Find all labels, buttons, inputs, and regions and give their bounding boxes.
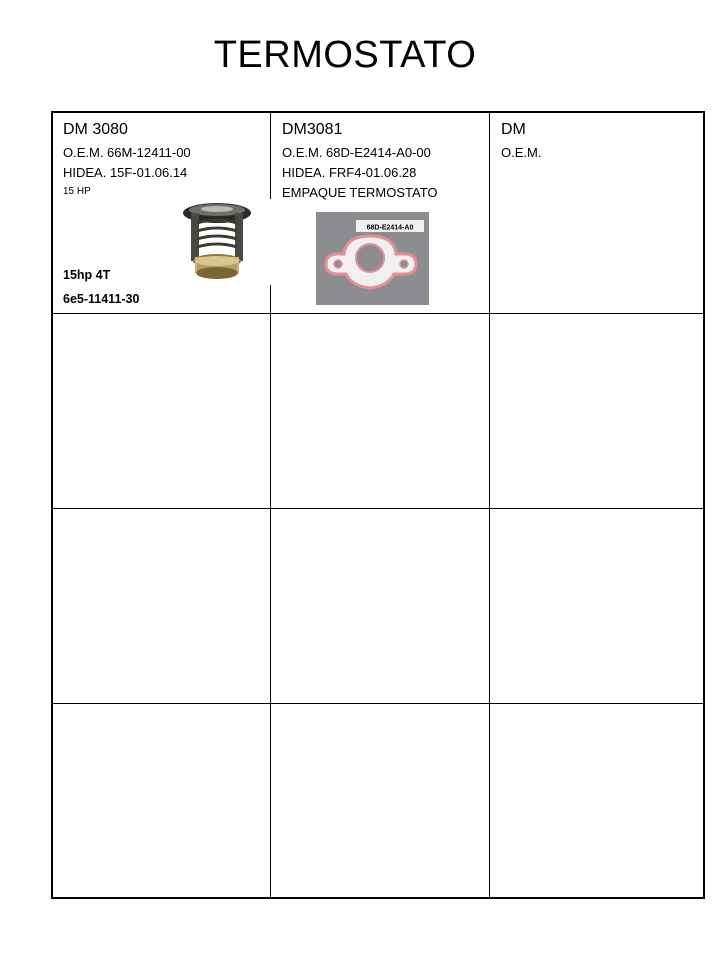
hidea-number: HIDEA. FRF4-01.06.28 (282, 165, 417, 180)
part-cell-dm3080 (63, 113, 263, 311)
column-divider (489, 113, 490, 897)
oem-number: O.E.M. 66M-12411-00 (63, 145, 191, 160)
oem-number: O.E.M. (501, 145, 542, 160)
hidea-number: HIDEA. 15F-01.06.14 (63, 165, 188, 180)
part-code: DM 3080 (63, 121, 128, 138)
row-divider (53, 703, 703, 704)
part-cell-dm (501, 113, 701, 311)
thermostat-image (173, 199, 271, 290)
alt-part-number: 6e5-11411-30 (63, 292, 140, 306)
part-code: DM (501, 121, 526, 138)
part-cell-dm3081 (282, 113, 487, 311)
gasket-image (316, 212, 429, 310)
gasket-label: 68D-E2414-A0 (366, 224, 414, 232)
page-title: TERMOSTATO (213, 34, 477, 76)
parts-table (51, 111, 705, 899)
engine-model: 15hp 4T (63, 268, 111, 282)
row-divider (53, 508, 703, 509)
part-code: DM3081 (282, 121, 343, 138)
part-description: EMPAQUE TERMOSTATO (282, 185, 438, 200)
oem-number: O.E.M. 68D-E2414-A0-00 (282, 145, 431, 160)
horsepower: 15 HP (63, 186, 91, 197)
row-divider (53, 313, 703, 314)
